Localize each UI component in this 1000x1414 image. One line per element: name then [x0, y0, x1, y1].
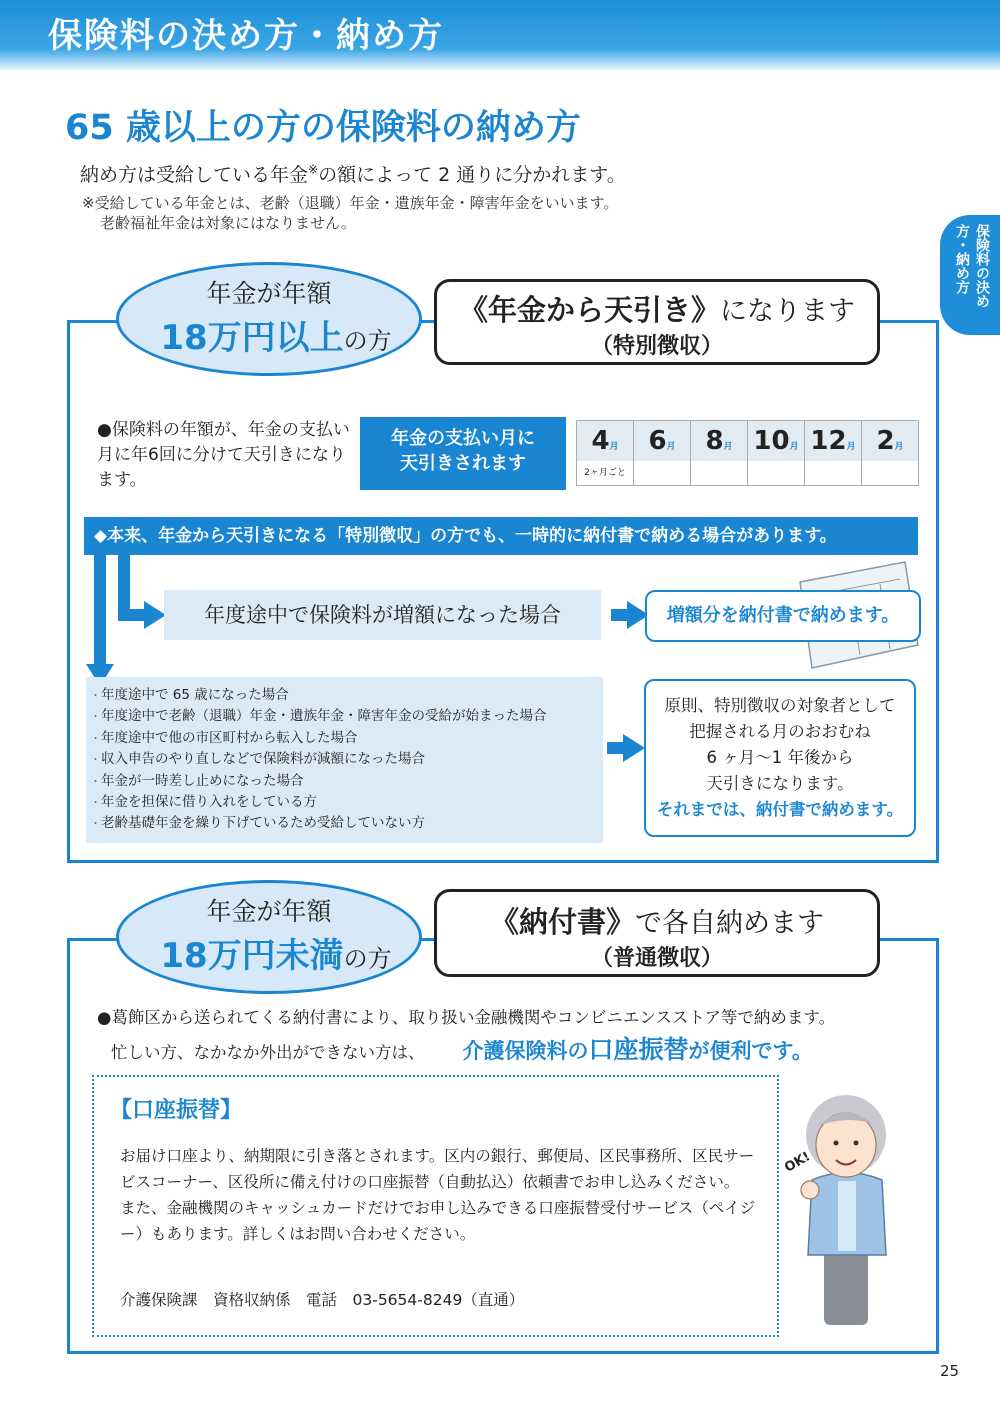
month-cell [805, 421, 862, 485]
section1-oval-suffix: の方 [343, 327, 392, 355]
section1-result-suffix: になります [720, 296, 855, 327]
month-value: 6 [648, 426, 667, 456]
section2-line2-d: が便利 [688, 1039, 752, 1063]
month-value: 2 [876, 426, 895, 456]
section1-blue-label [360, 417, 566, 490]
bank-transfer-p2: また、金融機関のキャッシュカードだけでお申し込みできる口座振替受付サービス（ペイジー）もあります。詳しくはお問い合わせください。 [120, 1199, 756, 1243]
case1-box: 年度途中で保険料が増額になった場合 [164, 590, 601, 640]
section2-result-suffix: で各自納めます [635, 908, 824, 939]
month-table [576, 420, 919, 486]
bank-transfer-body [120, 1143, 760, 1247]
section2-oval-amount [138, 928, 414, 977]
blue-label-line1: 年金の支払い月に [391, 428, 535, 449]
section1-bullet: ●保険料の年額が、年金の支払い月に年6回に分けて天引きになります。 [97, 420, 350, 490]
bank-transfer-title: 【口座振替】 [110, 1098, 243, 1123]
page-number: 25 [940, 1362, 960, 1380]
section2-oval-suffix: の方 [343, 945, 392, 973]
section2-result-box [434, 889, 880, 977]
month-cell [862, 421, 918, 485]
month-cell [634, 421, 691, 485]
intro-note [82, 193, 618, 233]
section2-line2-c: 口座振替 [588, 1035, 689, 1064]
intro-text [80, 160, 626, 187]
page-title: 65 歳以上の方の保険料の納め方 [65, 108, 581, 148]
note-line-2: 老齢福祉年金は対象にはなりません。 [100, 214, 356, 232]
month-unit: 月 [723, 442, 733, 452]
section1-oval-amount [138, 310, 414, 359]
intro-mark: ※ [308, 162, 319, 177]
case-list-item: ・ 年度途中で老齢（退職）年金・遺族年金・障害年金の受給が始まった場合 [90, 706, 603, 727]
ok-text: OK! [782, 1149, 813, 1176]
month-unit: 月 [894, 442, 904, 452]
section2-oval-big: 18万円未満 [160, 936, 344, 976]
case-list-item: ・ 老齢基礎年金を繰り下げているため受給していない方 [90, 813, 603, 834]
case1-result: 増額分を納付書で納めます。 [645, 590, 921, 642]
case2-result-line: 6 ヶ月～1 年後から [706, 748, 854, 767]
elbow-arrow-horizontal [118, 609, 146, 621]
case2-result-line: 天引きになります。 [706, 774, 854, 793]
case2-result-line: 原則、特別徴収の対象者として [664, 696, 896, 715]
case-list [86, 685, 603, 835]
case2-arrow-icon [623, 734, 645, 762]
month-cell [691, 421, 748, 485]
case-list-item: ・ 収入申告のやり直しなどで保険料が減額になった場合 [90, 749, 603, 770]
month-value: 8 [705, 426, 724, 456]
case2-result-emphasis: それまでは、納付書で納めます。 [656, 800, 904, 819]
case2-result [644, 679, 916, 837]
interval-note: 2ヶ月ごと [584, 468, 626, 478]
month-cell [577, 421, 634, 485]
intro-text-b: の額によって 2 通りに分かれます。 [318, 164, 626, 186]
case-list-box [86, 677, 603, 843]
elbow-arrow-icon [144, 601, 166, 629]
intro-text-a: 納め方は受給している年金 [80, 164, 309, 186]
section1-result-sub: （特別徴収） [590, 334, 723, 359]
section1-result-box [434, 279, 880, 365]
month-value: 12 [810, 426, 847, 456]
case-list-item: ・ 年金が一時差し止めになった場合 [90, 771, 603, 792]
month-cell [748, 421, 805, 485]
month-value: 10 [753, 426, 790, 456]
bank-transfer-p1: お届け口座より、納期限に引き落とされます。区内の銀行、郵便局、区民事務所、区民サービスコーナー、区役所に備え付けの口座振替（自動払込）依頼書でお申し込みください。 [120, 1147, 755, 1191]
section2-line2-e: です。 [751, 1039, 813, 1063]
case-list-item: ・ 年度途中で他の市区町村から転入した場合 [90, 728, 603, 749]
down-arrow-body [94, 555, 106, 667]
note-line-1: ※受給している年金とは、老齢（退職）年金・遺族年金・障害年金をいいます。 [82, 194, 619, 212]
side-tab-label: 保険料の決め方・納め方 [954, 224, 990, 308]
section1-result-main: 《年金から天引き》 [458, 293, 720, 327]
month-unit: 月 [846, 442, 856, 452]
month-unit: 月 [789, 442, 799, 452]
section2-line2-a: 忙しい方、なかなか外出ができない方は、 [111, 1043, 425, 1062]
elderly-woman-illustration [782, 1085, 902, 1335]
section2-bullet: ●葛飾区から送られてくる納付書により、取り扱い金融機関やコンビニエンスストア等で納めます。 [97, 1008, 836, 1027]
header-title: 保険料の決め方・納め方 [48, 16, 444, 56]
case2-result-line: 把握される月のおおむね [689, 722, 871, 741]
section2-line2 [111, 1030, 911, 1066]
section2-oval-line1: 年金が年額 [206, 897, 332, 926]
section1-oval-big: 18万円以上 [160, 318, 344, 358]
section2-result-main: 《納付書》 [489, 905, 635, 939]
case-list-item: ・ 年金を担保に借り入れをしている方 [90, 792, 603, 813]
case-list-item: ・ 年度途中で 65 歳になった場合 [90, 685, 603, 706]
month-unit: 月 [666, 442, 676, 452]
month-unit: 月 [609, 442, 619, 452]
section2-line2-b: 介護保険料の [462, 1039, 589, 1063]
blue-label-line2: 天引きされます [400, 453, 526, 474]
month-value: 4 [591, 426, 610, 456]
section2-result-sub: （普通徴収） [590, 946, 723, 971]
section1-oval-line1: 年金が年額 [206, 279, 332, 308]
contact-line: 介護保険課 資格収納係 電話 03-5654-8249（直通） [120, 1291, 525, 1309]
special-case-banner: ◆本来、年金から天引きになる「特別徴収」の方でも、一時的に納付書で納める場合があります。 [84, 517, 918, 555]
